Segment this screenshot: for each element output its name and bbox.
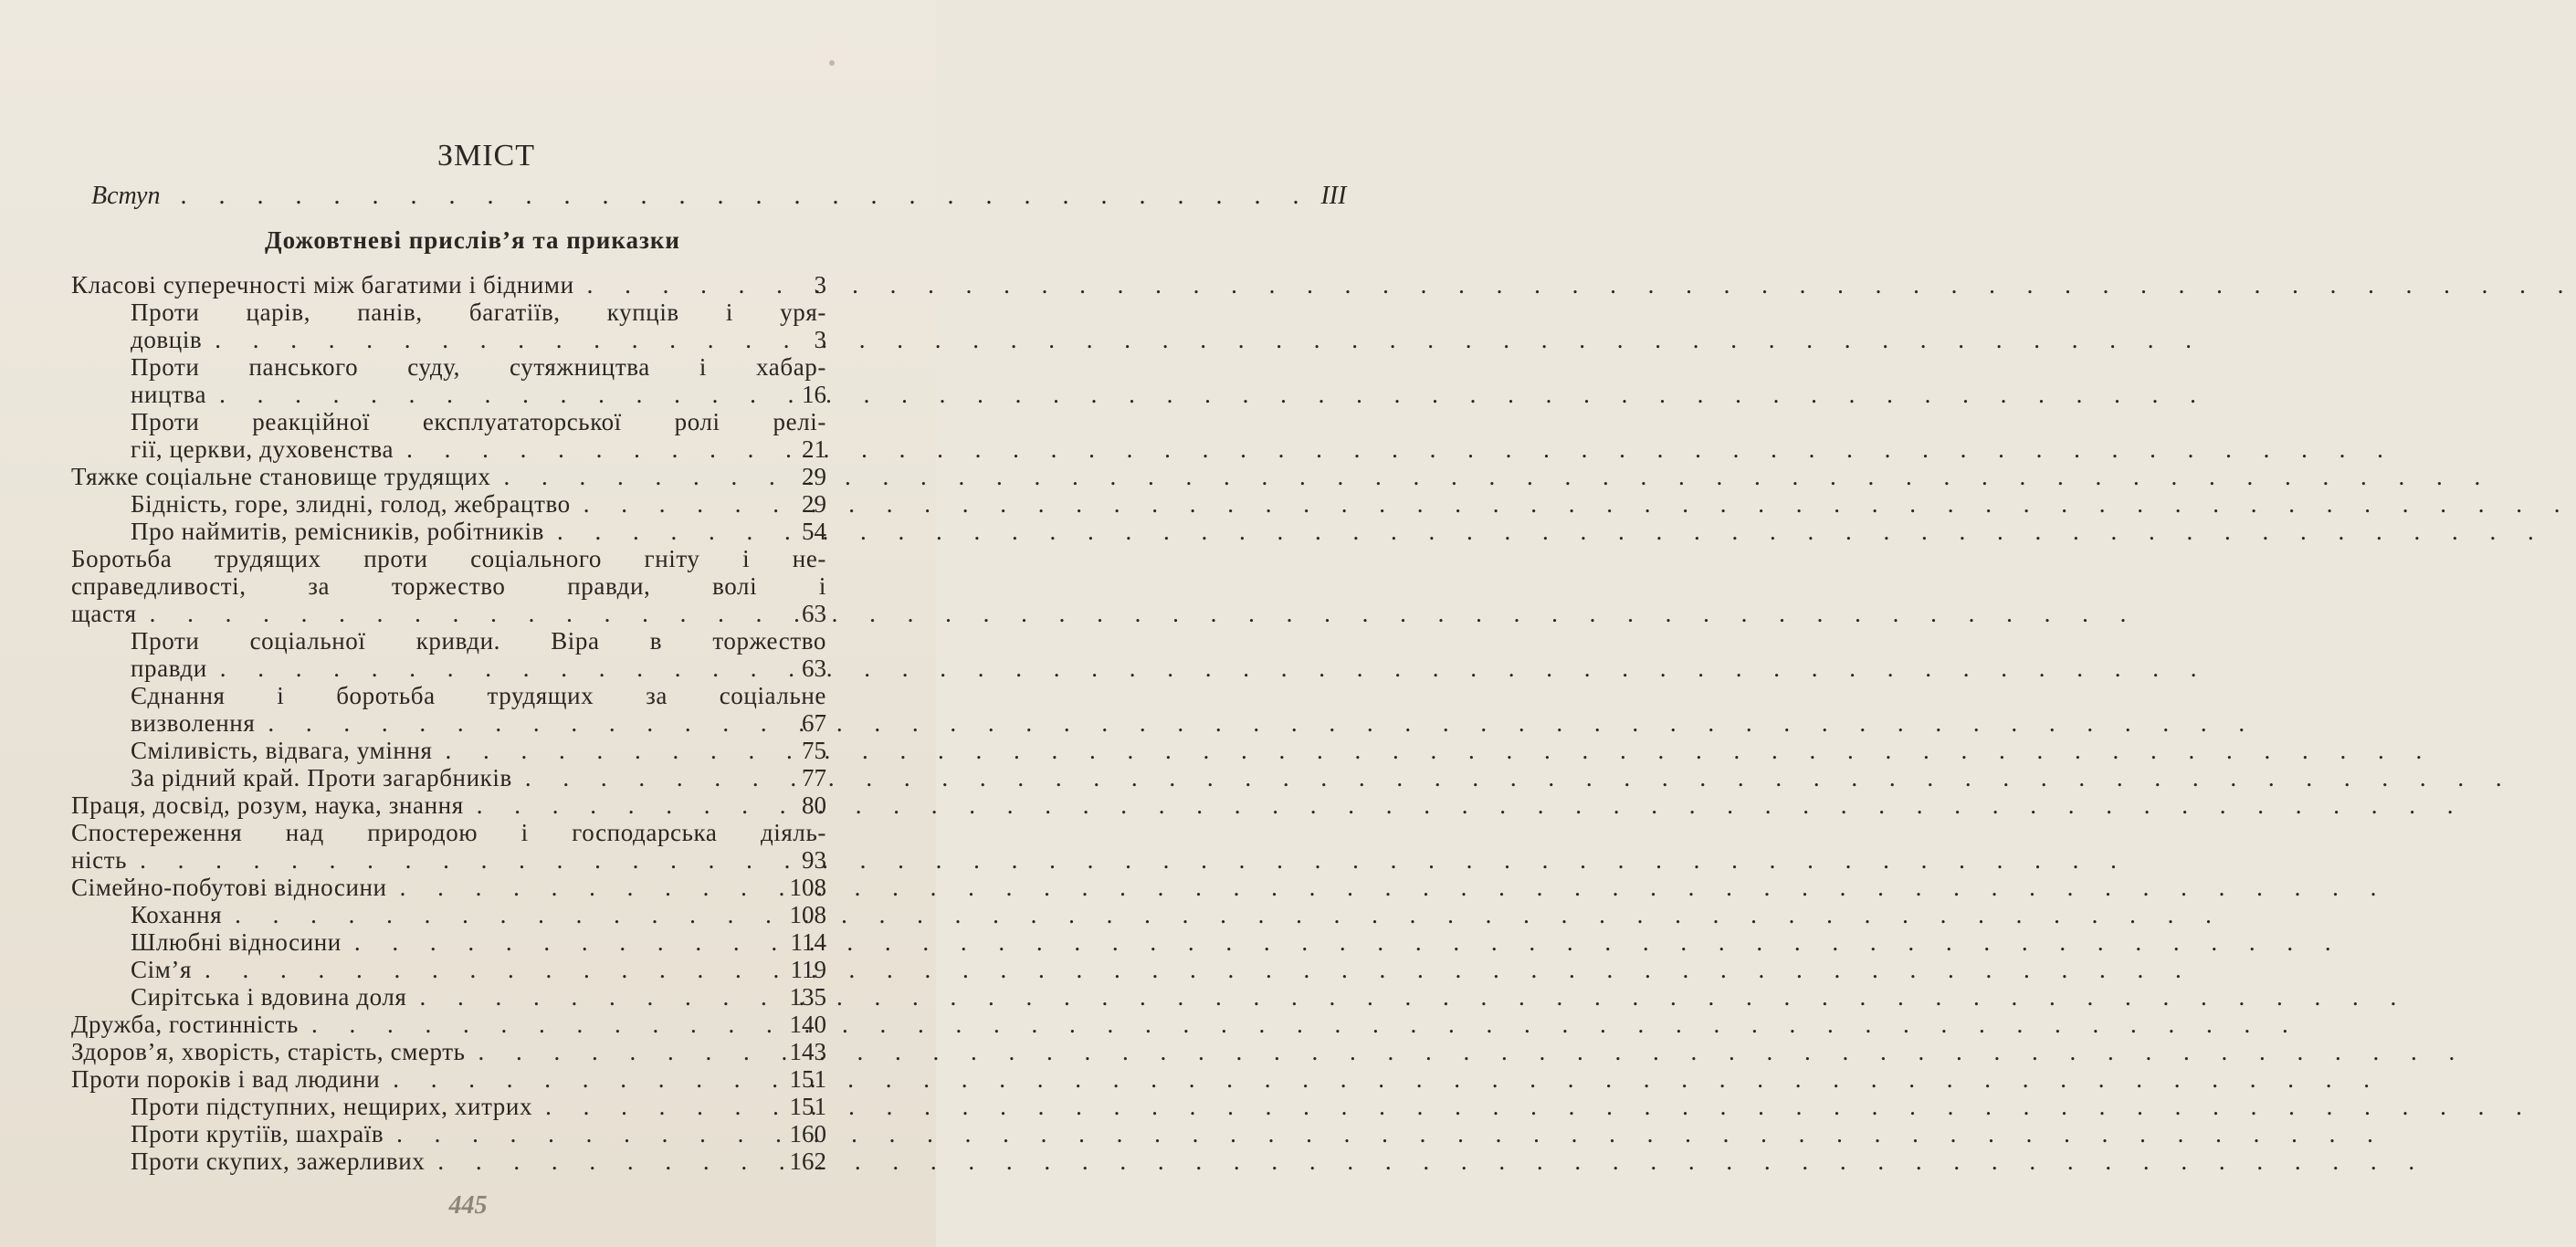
toc-entry-text: ництва	[131, 381, 207, 408]
paper-stain	[829, 60, 835, 66]
dot-leader	[205, 956, 2194, 983]
toc-entry-text: щастя	[71, 600, 137, 627]
toc-entry-line	[71, 791, 749, 819]
toc-entry-line	[71, 463, 749, 490]
toc-entry-line	[71, 1038, 749, 1065]
dot-leader	[219, 381, 2209, 408]
toc-page-number: 108	[789, 901, 826, 928]
toc-entry-text: Кохання	[131, 901, 223, 928]
toc-entry-text: Праця, досвід, розум, наука, знання	[71, 791, 464, 819]
toc-entry-text: Сирітська і вдовина доля	[131, 983, 407, 1011]
toc-entry-line	[131, 1093, 749, 1120]
toc-entry-line	[71, 846, 749, 874]
toc-page-number: 29	[802, 490, 826, 518]
page-title: ЗМІСТ	[436, 139, 536, 173]
toc-entry-text: Проти підступних, нещирих, хитрих	[131, 1093, 533, 1120]
toc-page-number: 75	[802, 737, 826, 764]
toc-entry-line	[131, 737, 749, 764]
toc-page-number: 21	[802, 435, 826, 463]
toc-entry-line	[131, 435, 749, 463]
dot-leader	[235, 901, 2224, 928]
toc-page-number: 80	[802, 791, 826, 819]
toc-entry-line	[131, 709, 749, 737]
toc-entry-text: Проти пороків і вад людини	[71, 1065, 381, 1093]
toc-entry-line	[131, 381, 749, 408]
toc-entry-line	[131, 518, 749, 545]
toc-entry-text: Сміливість, відвага, уміння	[131, 737, 433, 764]
toc-page-number: 151	[789, 1065, 826, 1093]
dot-leader	[150, 600, 2140, 627]
toc-page-number: 135	[789, 983, 826, 1011]
toc-page-number: 63	[802, 600, 826, 627]
toc-entry-line	[131, 928, 749, 956]
dot-leader	[587, 271, 2576, 299]
dot-leader	[393, 1065, 2382, 1093]
toc-entry-line	[131, 983, 749, 1011]
toc-entry-text: Проти крутіїв, шахраїв	[131, 1120, 384, 1147]
toc-page-number: 63	[802, 655, 826, 682]
dot-leader	[478, 1038, 2468, 1065]
toc-page-number: 114	[790, 928, 826, 956]
toc-entry-line	[71, 1065, 749, 1093]
toc-entry-text: гії, церкви, духовенства	[131, 435, 394, 463]
toc-entry-line	[71, 874, 749, 901]
toc-entry-text: Бідність, горе, злидні, голод, жебрацтво	[131, 490, 571, 518]
toc-page-number: 108	[789, 874, 826, 901]
toc-entry-text: Здоров’я, хворість, старість, смерть	[71, 1038, 466, 1065]
dot-leader	[525, 764, 2515, 791]
toc-entry-text: Тяжке соціальне становище трудящих	[71, 463, 491, 490]
toc-entry-line: Боротьба трудящих проти соціального гніту і не-	[71, 545, 826, 572]
dot-leader	[354, 928, 2344, 956]
toc-entry-text: довців	[131, 326, 203, 353]
toc-page-number: 16	[802, 381, 826, 408]
toc-entry-text: Сімейно-побутові відносини	[71, 874, 387, 901]
dot-leader	[220, 655, 2210, 682]
dot-leader	[477, 791, 2466, 819]
dot-leader	[140, 846, 2129, 874]
dot-leader	[406, 435, 2396, 463]
toc-entry-line: Проти панського суду, сутяжництва і хабар-	[131, 353, 826, 381]
dot-leader	[584, 490, 2573, 518]
toc-entry-line: Проти царів, панів, багатіїв, купців і уря-	[131, 299, 826, 326]
toc-page-number: 3	[814, 326, 826, 353]
toc-page-number: 29	[802, 463, 826, 490]
dot-leader	[446, 737, 2435, 764]
page-number: 445	[448, 1191, 488, 1220]
toc-page-number: 162	[789, 1147, 826, 1175]
toc-entry-line	[131, 490, 749, 518]
toc-entry-line: справедливості, за торжество правди, волі і	[71, 572, 826, 600]
toc-entry-text: Сім’я	[131, 956, 193, 983]
toc-entry-text: визволення	[131, 709, 256, 737]
toc-entry-line	[131, 1120, 749, 1147]
toc-entry-text: ність	[71, 846, 128, 874]
toc-entry-line	[131, 956, 749, 983]
toc-page-number: 54	[802, 518, 826, 545]
toc-page-number: 93	[802, 846, 826, 874]
toc-entry-line: Проти реакційної експлуататорської ролі релі-	[131, 408, 826, 435]
dot-leader	[311, 1011, 2301, 1038]
dot-leader	[396, 1120, 2386, 1147]
dot-leader	[419, 983, 2409, 1011]
toc-page-number: 119	[790, 956, 826, 983]
toc-page-number: 143	[789, 1038, 826, 1065]
intro-label: Вступ	[91, 182, 161, 210]
dot-leader	[215, 326, 2204, 353]
toc-entry-text: Проти скупих, зажерливих	[131, 1147, 426, 1175]
toc-entry-line	[131, 655, 749, 682]
toc-entry-line	[131, 901, 749, 928]
dot-leader: . . . . . . . . . . . . . . . . . . . . . . . . . . . . . .	[180, 182, 1312, 210]
toc-entry-text: Про наймитів, ремісників, робітників	[131, 518, 544, 545]
toc-entry-line	[131, 1147, 749, 1175]
toc-entry-line: Єднання і боротьба трудящих за соціальне	[131, 682, 826, 709]
dot-leader	[557, 518, 2547, 545]
toc-entry-intro	[91, 178, 1347, 215]
toc-page-number: 3	[814, 271, 826, 299]
dot-leader	[268, 709, 2257, 737]
toc-page-number: 77	[802, 764, 826, 791]
toc-entry-text: Дружба, гостинність	[71, 1011, 299, 1038]
toc-page-number: 160	[789, 1120, 826, 1147]
section-heading: Дожовтневі прислів’я та приказки	[265, 226, 680, 254]
toc-entry-text: Шлюбні відносини	[131, 928, 342, 956]
dot-leader	[437, 1147, 2427, 1175]
toc-entry-line: Проти соціальної кривди. Віра в торжество	[131, 627, 826, 655]
dot-leader	[545, 1093, 2535, 1120]
toc-page-number: 67	[802, 709, 826, 737]
toc-page-number: 151	[789, 1093, 826, 1120]
toc-entry-line	[71, 1011, 749, 1038]
toc-page-number: 140	[789, 1011, 826, 1038]
toc-entry-line	[71, 600, 749, 627]
toc-entry-text: Класові суперечності між багатими і бідними	[71, 271, 574, 299]
intro-page: III	[1320, 182, 1347, 210]
toc-entry-line: Спостереження над природою і господарська діяль-	[71, 819, 826, 846]
toc-entry-text: правди	[131, 655, 207, 682]
dot-leader	[400, 874, 2390, 901]
toc-entry-line	[71, 271, 749, 299]
toc-entry-text: За рідний край. Проти загарбників	[131, 764, 512, 791]
toc-entry-line	[131, 326, 749, 353]
toc-entry-line	[131, 764, 749, 791]
dot-leader	[503, 463, 2493, 490]
